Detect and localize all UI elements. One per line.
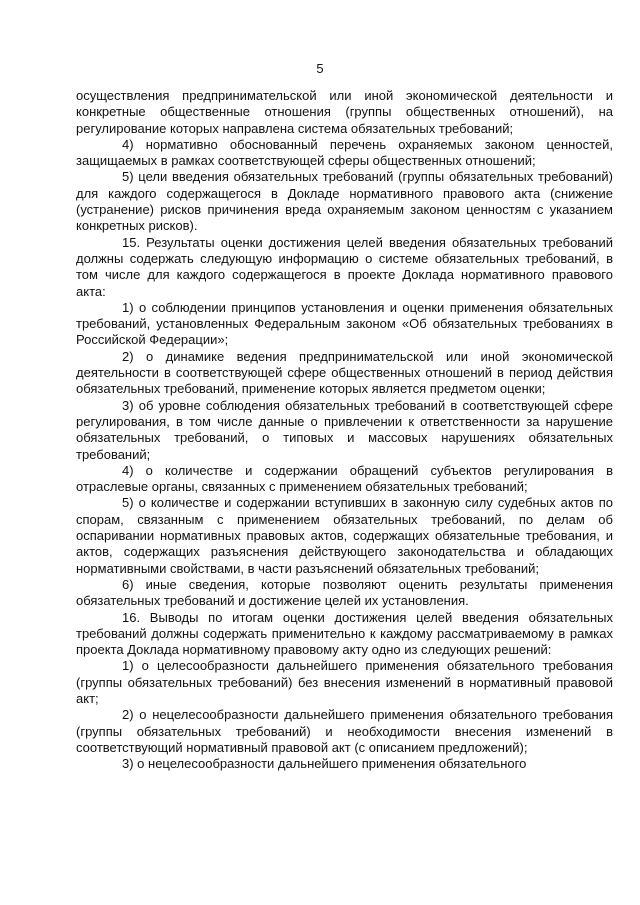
paragraph-continuation: осуществления предпринимательской или иной экономической деятельности и конкретные общественные отношения (группы общественных отношений), на регулирование которых направлена система обязательных требований; [76, 88, 613, 136]
paragraph-16-item-3: 3) о нецелесообразности дальнейшего применения обязательного [122, 756, 527, 772]
paragraph-15-item-4: 4) о количестве и содержании обращений субъектов регулирования в отраслевые органы, связанных с применением обязательных требований; [76, 462, 613, 495]
paragraph-16-item-2: 2) о нецелесообразности дальнейшего применения обязательного требования (группы обязательных требований) и необходимости внесения изменений в соответствующий нормативный правовой акт (с описанием предложений); [76, 707, 613, 755]
paragraph-16-item-1: 1) о целесообразности дальнейшего применения обязательного требования (группы обязательных требований) без внесения изменений в нормативный правовой акт; [76, 658, 613, 706]
paragraph-section-16: 16. Выводы по итогам оценки достижения целей введения обязательных требований должны содержать применительно к каждому рассматриваемому в рамках проекта Доклада нормативному правовому акту одно из следующих решений: [76, 609, 613, 658]
paragraph-15-item-3: 3) об уровне соблюдения обязательных требований в соответствующей сфере регулирования, в том числе данные о привлечении к ответственности за нарушение обязательных требований, о типовых и массовых нарушениях обязательных требований; [76, 397, 613, 462]
paragraph-15-item-1: 1) о соблюдении принципов установления и оценки применения обязательных требований, установленных Федеральным законом «Об обязательных требованиях в Российской Федерации»; [76, 299, 613, 348]
paragraph-section-15: 15. Результаты оценки достижения целей введения обязательных требований должны содержать следующую информацию о системе обязательных требований, в том числе для каждого содержащегося в проекте Доклада нормативного правового акта: [76, 234, 613, 299]
document-body [76, 88, 613, 772]
paragraph-item-4: 4) нормативно обоснованный перечень охраняемых законом ценностей, защищаемых в рамках соответствующей сферы общественных отношений; [76, 136, 613, 169]
paragraph-15-item-2: 2) о динамике ведения предпринимательской или иной экономической деятельности в соответствующей сфере общественных отношений в период действия обязательных требований, применение которых является предметом оценки; [76, 348, 613, 397]
paragraph-15-item-5: 5) о количестве и содержании вступивших в законную силу судебных актов по спорам, связанным с применением обязательных требований, по делам об оспаривании нормативных правовых актов, содержащих обязательные требования, и актов, содержащих разъяснения действующего законодательства и обладающих нормативными свойствами, в части разъяснений обязательных требований; [76, 495, 613, 576]
page-number: 5 [316, 61, 324, 76]
paragraph-item-5: 5) цели введения обязательных требований (группы обязательных требований) для каждого содержащегося в Докладе нормативного правового акта (снижение (устранение) рисков причинения вреда охраняемым законом ценностям с указанием конкретных рисков). [76, 169, 613, 234]
paragraph-15-item-6: 6) иные сведения, которые позволяют оценить результаты применения обязательных требований и достижение целей их установления. [76, 576, 613, 609]
